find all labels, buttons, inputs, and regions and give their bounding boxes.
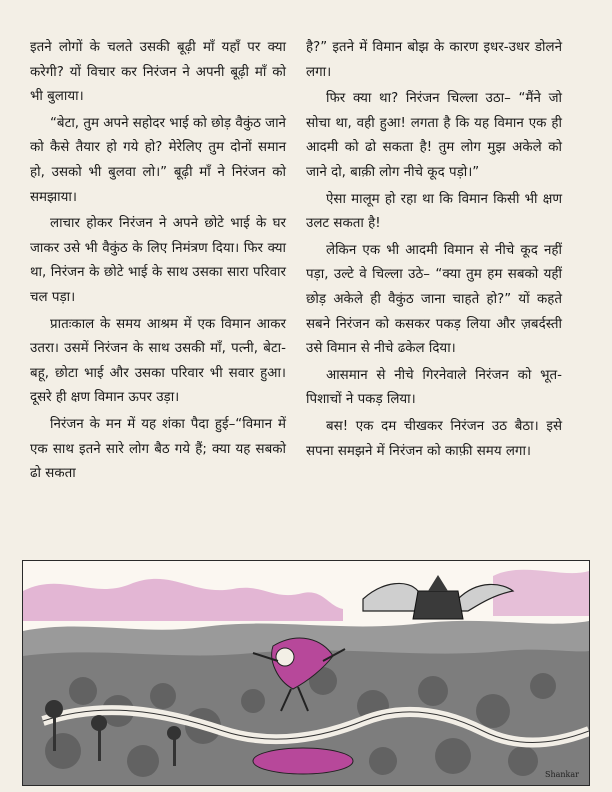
landscape-drawing xyxy=(23,561,589,785)
paragraph: बस! एक दम चीखकर निरंजन उठ बैठा। इसे सपना समझने में निरंजन को काफ़ी समय लगा। xyxy=(306,418,562,459)
right-text-column xyxy=(306,36,562,466)
paragraph: निरंजन के मन में यह शंका पैदा हुई–“विमान में एक साथ इतने सारे लोग बैठ गये हैं; क्या यह सबको ढो सकता xyxy=(30,416,286,482)
lake xyxy=(253,748,353,774)
paragraph: लेकिन एक भी आदमी विमान से नीचे कूद नहीं पड़ा, उल्टे वे चिल्ला उठे– “क्या तुम हम सबको यहीं छोड़ अकेले ही वैकुंठ जाना चाहते हो?” यों कहते सबने निरंजन को कसकर पकड़ लिया और ज़बर्दस्ती उसे विमान से नीचे ढकेल दिया। xyxy=(306,242,562,357)
story-illustration xyxy=(22,560,590,786)
artist-signature: Shankar xyxy=(545,770,579,779)
paragraph: इतने लोगों के चलते उसकी बूढ़ी माँ यहाँ पर क्या करेगी? यों विचार कर निरंजन ने अपनी बूढ़ी माँ को भी बुलाया। xyxy=(30,40,286,105)
paragraph: प्रातःकाल के समय आश्रम में एक विमान आकर उतरा। उसमें निरंजन के साथ उसकी माँ, पत्नी, बेटा-बहू, छोटा भाई और उसका परिवार भी सवार हुआ। दूसरे ही क्षण विमान ऊपर उड़ा। xyxy=(30,316,286,406)
paragraph: “बेटा, तुम अपने सहोदर भाई को छोड़ वैकुंठ जाने को कैसे तैयार हो गये हो? मेरेलिए तुम दोनों समान हो, उसको भी बुलवा लो।” बूढ़ी माँ ने निरंजन को समझाया। xyxy=(30,115,286,205)
paragraph: है?” इतने में विमान बोझ के कारण इधर-उधर डोलने लगा। xyxy=(306,40,562,80)
paragraph: ऐसा मालूम हो रहा था कि विमान किसी भी क्षण उलट सकता है! xyxy=(306,191,562,232)
paragraph: लाचार होकर निरंजन ने अपने छोटे भाई के घर जाकर उसे भी वैकुंठ के लिए निमंत्रण दिया। फिर क्या था, निरंजन के छोटे भाई के साथ उसका सारा परिवार चल पड़ा। xyxy=(30,216,286,305)
paragraph: आसमान से नीचे गिरनेवाले निरंजन को भूत-पिशाचों ने पकड़ लिया। xyxy=(306,367,562,408)
left-text-column xyxy=(30,36,286,489)
paragraph: फिर क्या था? निरंजन चिल्ला उठा– “मैंने जो सोचा था, वही हुआ! लगता है कि यह विमान एक ही आदमी को ढो सकता है! तुम लोग मुझ अकेले को जाने दो, बाक़ी लोग नीचे कूद पड़ो।” xyxy=(306,91,562,180)
